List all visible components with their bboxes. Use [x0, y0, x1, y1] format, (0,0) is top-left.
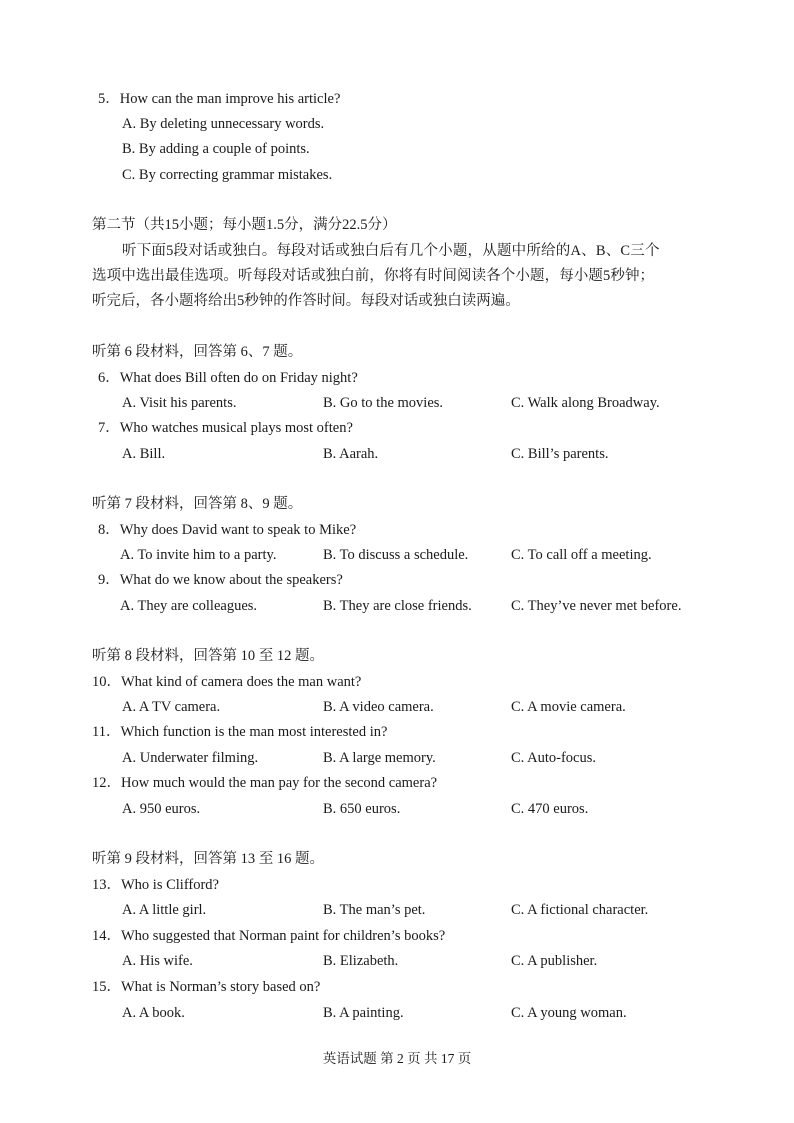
q14-option-c: C. A publisher.: [511, 953, 598, 969]
group-title: 听第 6 段材料，回答第 6、7 题。: [92, 344, 303, 360]
q13-option-b: B. The man’s pet.: [323, 902, 426, 918]
q11-option-b: B. A large memory.: [323, 750, 436, 766]
question-10: 10．What kind of camera does the man want?: [92, 674, 362, 690]
group-title: 听第 9 段材料，回答第 13 至 16 题。: [92, 851, 324, 867]
q10-option-c: C. A movie camera.: [511, 699, 626, 715]
q8-option-b: B. To discuss a schedule.: [323, 547, 469, 563]
q7-option-a: A. Bill.: [122, 446, 166, 462]
q7-option-b: B. Aarah.: [323, 446, 379, 462]
q8-option-a: A. To invite him to a party.: [120, 547, 277, 563]
group-title: 听第 7 段材料，回答第 8、9 题。: [92, 496, 303, 512]
question-12: 12．How much would the man pay for the second camera?: [92, 775, 438, 791]
section-heading: 第二节（共15小题；每小题1.5分，满分22.5分）: [92, 217, 397, 233]
group-title: 听第 8 段材料，回答第 10 至 12 题。: [92, 648, 324, 664]
q15-option-b: B. A painting.: [323, 1005, 404, 1021]
question-13: 13．Who is Clifford?: [92, 877, 219, 893]
instructions-line-3: 听完后，各小题将给出5秒钟的作答时间。每段对话或独白读两遍。: [92, 293, 520, 309]
question-8: 8．Why does David want to speak to Mike?: [98, 522, 357, 538]
q14-option-a: A. His wife.: [122, 953, 193, 969]
instructions-line-2: 选项中选出最佳选项。听每段对话或独白前，你将有时间阅读各个小题，每小题5秒钟；: [92, 268, 655, 284]
instructions-line-1: 听下面5段对话或独白。每段对话或独白后有几个小题，从题中所给的A、B、C三个: [122, 243, 660, 259]
question-15: 15．What is Norman’s story based on?: [92, 979, 321, 995]
question-14: 14．Who suggested that Norman paint for children’s books?: [92, 928, 446, 944]
q11-option-a: A. Underwater filming.: [122, 750, 259, 766]
q15-option-c: C. A young woman.: [511, 1005, 627, 1021]
q13-option-a: A. A little girl.: [122, 902, 207, 918]
q9-option-b: B. They are close friends.: [323, 598, 472, 614]
q11-option-c: C. Auto-focus.: [511, 750, 596, 766]
question-11: 11．Which function is the man most interested in?: [92, 724, 388, 740]
question-9: 9．What do we know about the speakers?: [98, 572, 343, 588]
q15-option-a: A. A book.: [122, 1005, 185, 1021]
q5-option-a: A. By deleting unnecessary words.: [122, 116, 325, 132]
q12-option-a: A. 950 euros.: [122, 801, 201, 817]
q9-option-c: C. They’ve never met before.: [511, 598, 682, 614]
question-5: 5．How can the man improve his article?: [98, 91, 341, 107]
q7-option-c: C. Bill’s parents.: [511, 446, 609, 462]
q10-option-a: A. A TV camera.: [122, 699, 221, 715]
q6-option-a: A. Visit his parents.: [122, 395, 237, 411]
q6-option-b: B. Go to the movies.: [323, 395, 444, 411]
q12-option-b: B. 650 euros.: [323, 801, 401, 817]
q14-option-b: B. Elizabeth.: [323, 953, 399, 969]
q9-option-a: A. They are colleagues.: [120, 598, 258, 614]
q5-option-b: B. By adding a couple of points.: [122, 141, 310, 157]
q5-option-c: C. By correcting grammar mistakes.: [122, 167, 333, 183]
question-7: 7．Who watches musical plays most often?: [98, 420, 353, 436]
q12-option-c: C. 470 euros.: [511, 801, 589, 817]
q6-option-c: C. Walk along Broadway.: [511, 395, 660, 411]
page-footer: 英语试题 第 2 页 共 17 页: [322, 1051, 472, 1066]
q13-option-c: C. A fictional character.: [511, 902, 649, 918]
question-6: 6．What does Bill often do on Friday night?: [98, 370, 358, 386]
q8-option-c: C. To call off a meeting.: [511, 547, 652, 563]
q10-option-b: B. A video camera.: [323, 699, 434, 715]
